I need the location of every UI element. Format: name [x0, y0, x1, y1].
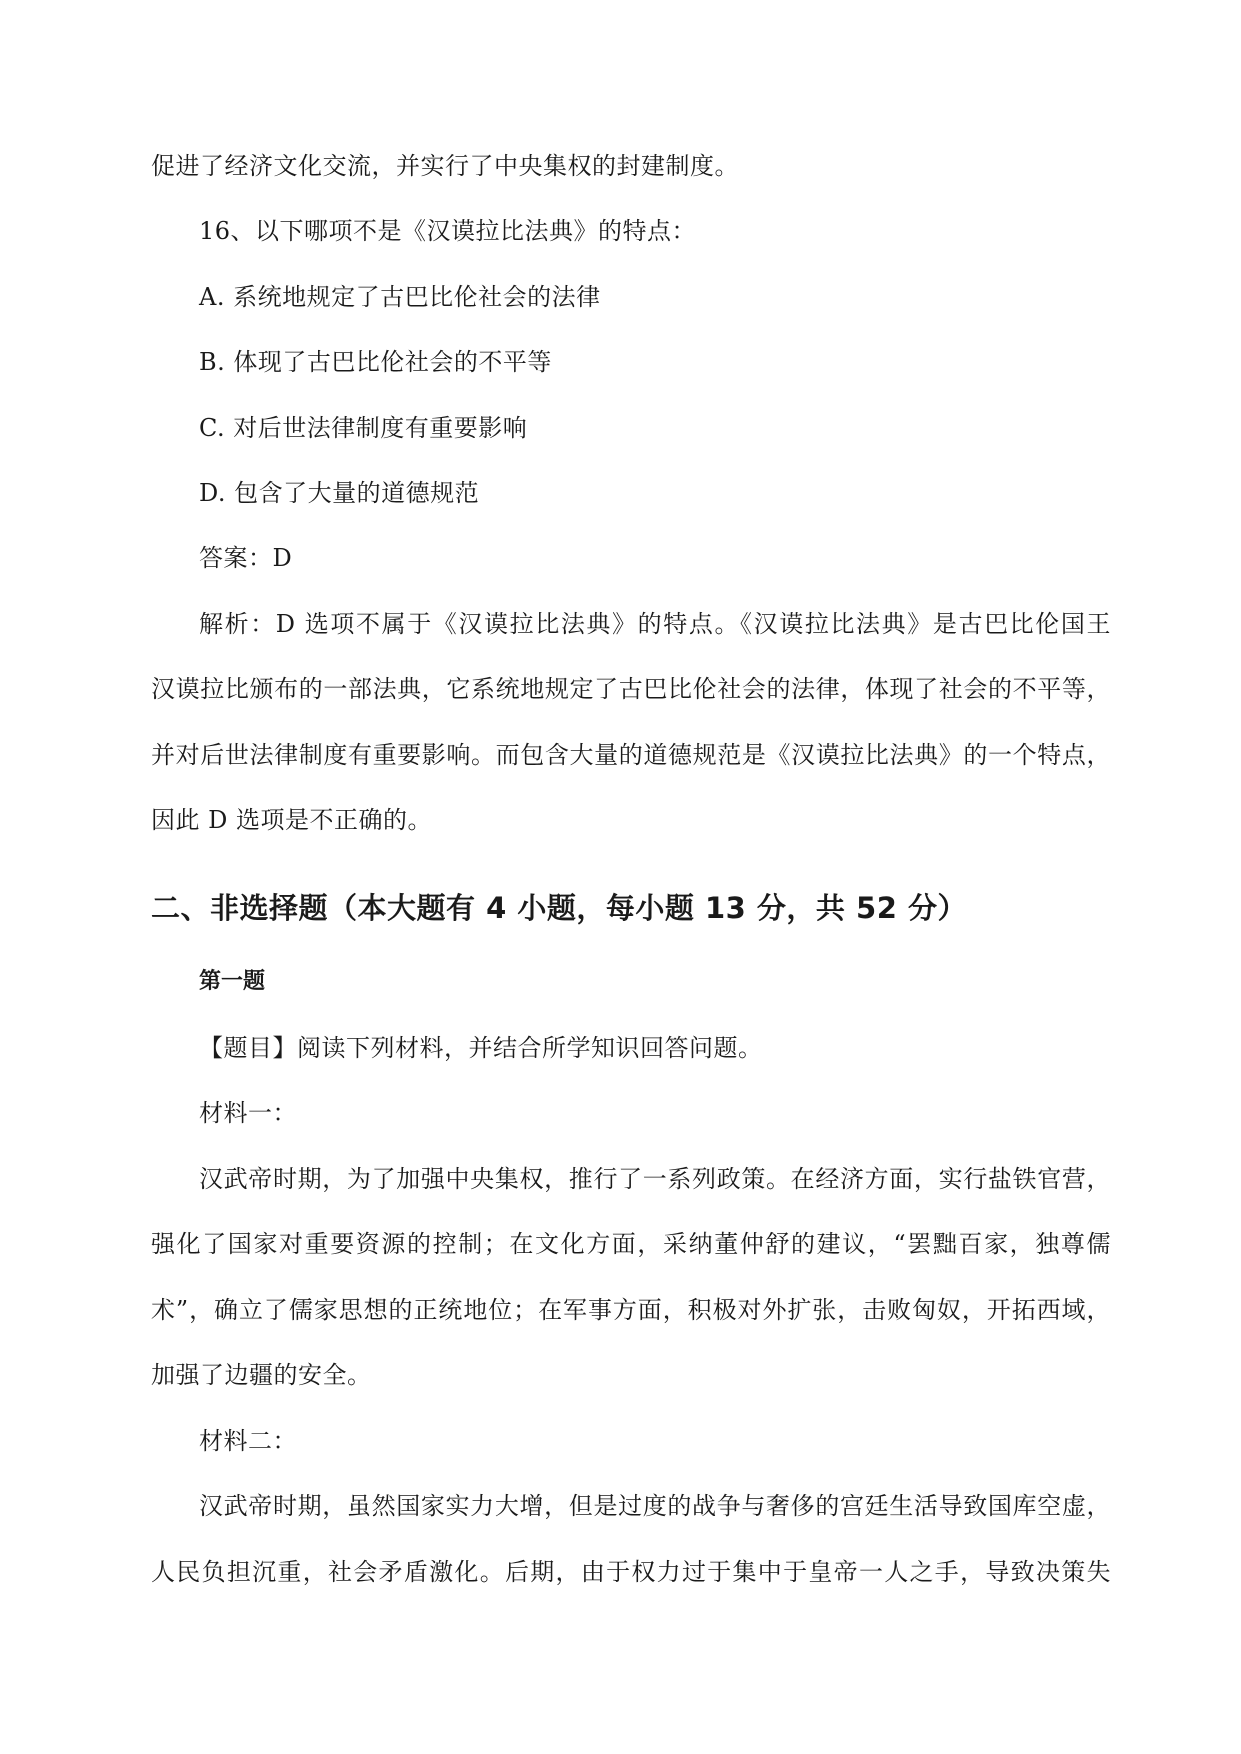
analysis-line: 汉谟拉比颁布的一部法典，它系统地规定了古巴比伦社会的法律，体现了社会的不平等， [151, 675, 1111, 703]
option-b: B. 体现了古巴比伦社会的不平等 [199, 348, 552, 376]
question-1-title: 第一题 [199, 969, 266, 994]
answer-line: 答案：D [199, 544, 293, 572]
material-2-label: 材料二： [199, 1427, 297, 1455]
material-2-line: 汉武帝时期，虽然国家实力大增，但是过度的战争与奢侈的宫廷生活导致国库空虚， [199, 1492, 1111, 1520]
section-heading: 二、非选择题（本大题有 4 小题，每小题 13 分，共 52 分） [151, 891, 967, 925]
option-a: A. 系统地规定了古巴比伦社会的法律 [199, 283, 601, 311]
continuation-line: 促进了经济文化交流，并实行了中央集权的封建制度。 [151, 152, 739, 180]
material-1-line: 强化了国家对重要资源的控制；在文化方面，采纳董仲舒的建议，“罢黜百家，独尊儒 [151, 1230, 1111, 1258]
question-prompt: 【题目】阅读下列材料，并结合所学知识回答问题。 [199, 1034, 763, 1062]
analysis-line: 解析：D 选项不属于《汉谟拉比法典》的特点。《汉谟拉比法典》是古巴比伦国王 [199, 610, 1111, 638]
material-1-label: 材料一： [199, 1099, 297, 1127]
analysis-line: 并对后世法律制度有重要影响。而包含大量的道德规范是《汉谟拉比法典》的一个特点， [151, 741, 1111, 769]
option-c: C. 对后世法律制度有重要影响 [199, 414, 528, 442]
material-2-line: 人民负担沉重，社会矛盾激化。后期，由于权力过于集中于皇帝一人之手，导致决策失 [151, 1558, 1111, 1586]
question-16-stem: 16、以下哪项不是《汉谟拉比法典》的特点： [199, 217, 697, 245]
option-d: D. 包含了大量的道德规范 [199, 479, 480, 507]
material-1-line: 加强了边疆的安全。 [151, 1361, 372, 1389]
material-1-line: 术”，确立了儒家思想的正统地位；在军事方面，积极对外扩张，击败匈奴，开拓西域， [151, 1296, 1111, 1324]
analysis-line: 因此 D 选项是不正确的。 [151, 806, 432, 834]
material-1-line: 汉武帝时期，为了加强中央集权，推行了一系列政策。在经济方面，实行盐铁官营， [199, 1165, 1111, 1193]
